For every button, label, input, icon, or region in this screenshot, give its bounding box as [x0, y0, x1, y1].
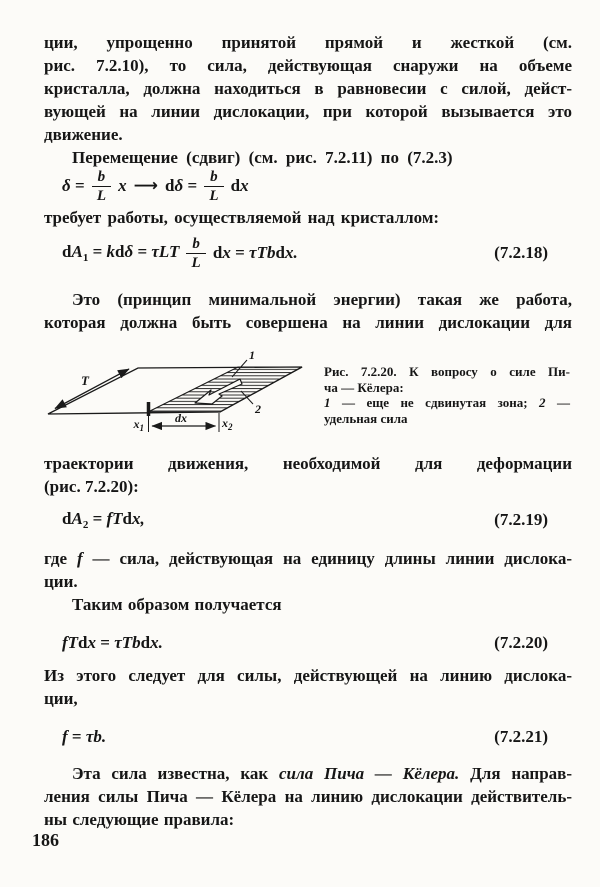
- caption-line: ча — Кёлера:: [324, 379, 404, 395]
- equation-segments: f = τb.: [62, 727, 107, 746]
- text-line: кристалла, должна находиться в равновесии с силой, дейст-: [44, 79, 572, 98]
- caption-line: 1 — еще не сдвинутая зона; 2 —: [324, 395, 571, 410]
- tension-label: T: [81, 373, 89, 388]
- text-line: требует работы, осуществляемой над кристаллом:: [44, 208, 440, 227]
- force-label: 2: [255, 402, 261, 416]
- page-number: 186: [32, 830, 59, 850]
- equation-7-2-20: [62, 629, 548, 657]
- paragraph: [44, 31, 572, 146]
- fraction-numerator: b: [204, 169, 224, 187]
- label-x2: $x_2$: [222, 416, 233, 432]
- text-line: ции, упрощенно принятой прямой и жесткой (см.: [44, 33, 572, 52]
- equation-7-2-19: [62, 506, 548, 534]
- text-line: (рис. 7.2.20):: [44, 477, 139, 496]
- equation-shift: [62, 166, 548, 206]
- paragraph: [44, 288, 572, 334]
- equation-segments: $dA_2$ = fTdx,: [62, 509, 145, 531]
- equation-segments: x ⟶ dδ =: [118, 176, 198, 196]
- text-line: Таким образом получается: [72, 595, 282, 614]
- paragraph: [44, 593, 572, 616]
- equation-segments: δ =: [62, 176, 85, 195]
- equation-segments: fTdx = τTbdx.: [62, 633, 163, 652]
- text-line: Это (принцип минимальной энергии) такая же работа,: [72, 290, 572, 309]
- text-line: ции,: [44, 689, 78, 708]
- text-line: Перемещение (сдвиг) (см. рис. 7.2.11) по (7.2.3): [72, 148, 453, 167]
- equation-7-2-18: [62, 233, 548, 273]
- paragraph: [44, 547, 572, 593]
- fraction: [204, 169, 224, 204]
- fraction: [186, 236, 206, 271]
- equation-7-2-21: [62, 723, 548, 751]
- caption-line: удельная сила: [324, 410, 408, 426]
- paragraph: [44, 206, 572, 229]
- text-line: рис. 7.2.10), то сила, действующая снаружи на объеме: [44, 56, 572, 75]
- figure-7-2-20-diagram: [35, 346, 335, 446]
- fraction-denominator: L: [209, 187, 219, 204]
- text-line: вующей на линии дислокации, при которой вызывается это: [44, 102, 572, 121]
- text-line: ления силы Пича — Кёлера на линию дислокации действитель-: [44, 787, 572, 806]
- label-dx: dx: [175, 411, 187, 425]
- fraction-denominator: L: [191, 254, 201, 271]
- text-line: ции.: [44, 572, 78, 591]
- caption-line: Рис. 7.2.20. К вопросу о силе Пи-: [324, 364, 570, 379]
- text-line: которая должна быть совершена на линии дислокации для: [44, 313, 572, 332]
- equation-segments: dx: [230, 176, 249, 195]
- figure-caption: [324, 364, 570, 426]
- fraction-numerator: b: [186, 236, 206, 254]
- text-line: Эта сила известна, как сила Пича — Кёлера. Для направ-: [72, 764, 572, 783]
- text-line: где f — сила, действующая на единицу длины линии дислока-: [44, 549, 572, 568]
- fraction-numerator: b: [92, 169, 112, 187]
- equation-number: (7.2.18): [494, 243, 548, 262]
- text-line: движение.: [44, 125, 123, 144]
- paragraph: [44, 762, 572, 831]
- equation-segments: $dA_1 = kd\delta = \tau LT$: [62, 242, 180, 264]
- equation-number: (7.2.21): [494, 727, 548, 746]
- text-line: ны следующие правила:: [44, 810, 235, 829]
- equation-number: (7.2.19): [494, 510, 548, 529]
- fraction: [92, 169, 112, 204]
- zone-label: 1: [249, 348, 255, 362]
- equation-number: (7.2.20): [494, 633, 548, 652]
- text-line: Из этого следует для силы, действующей на линию дислока-: [44, 666, 572, 685]
- equation-segments: dx = τTbdx.: [212, 243, 298, 262]
- paragraph: [44, 664, 572, 710]
- fraction-denominator: L: [96, 187, 106, 204]
- text-line: траектории движения, необходимой для деформации: [44, 454, 572, 473]
- label-x1: $x_1$: [133, 417, 144, 433]
- paragraph: [44, 452, 572, 498]
